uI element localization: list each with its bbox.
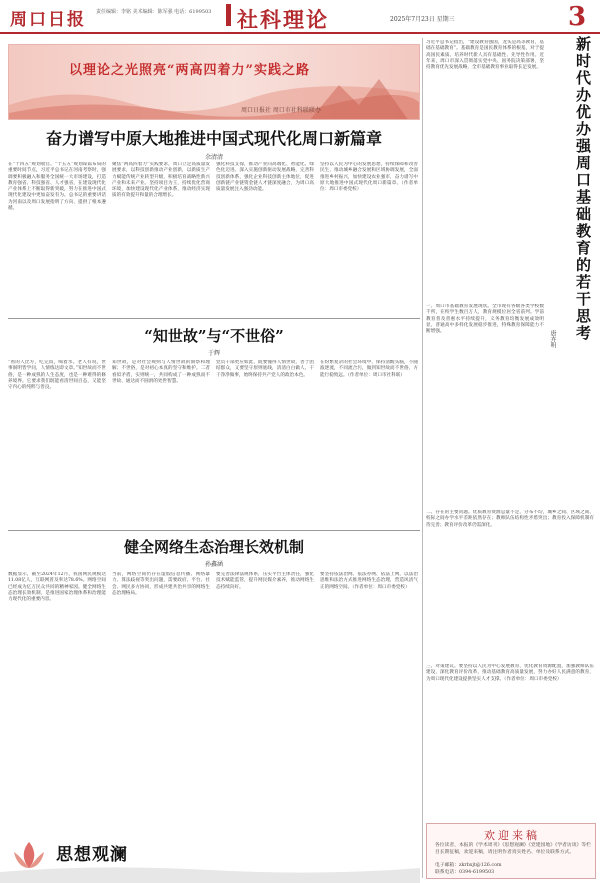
- contact-email: 电子邮箱：zkrbxjt@126.com: [435, 863, 502, 868]
- article-column: 知世故，是对社会规则与人情世故的洞察和理解；不世俗，是对初心本真的坚守和维护。二者看似矛盾，实则统一，共同构成了一种成熟而不世故、通达而不圆滑的处世智慧。: [112, 360, 210, 384]
- column-logo: 思想观澜: [56, 845, 128, 865]
- article-byline: 孙鑫涵: [204, 561, 223, 568]
- brush-stroke-decoration: [0, 860, 420, 883]
- feature-byline: 唐卉明: [549, 330, 556, 348]
- page-number: 3: [568, 2, 587, 32]
- article-headline: 奋力谱写中原大地推进中国式现代化周口新篇章: [45, 129, 382, 148]
- feature-text: 二、存在的主要问题。优质教育资源总量不足、分布不均，城乡之间、区域之间、校际之间办学水平差距依然存在；教师队伍结构性矛盾突出；教育投入保障机制有待完善；教育评价改革仍需深化。: [426, 510, 594, 528]
- article-column: 强化科技支撑，推动产业向高端化、智能化、绿色化迈进。深入实施创新驱动发展战略，完善科技创新体系，强化企业科技创新主体地位，促进创新链产业链资金链人才链深度融合，为周口高质量发展注入强劲动能。: [216, 162, 314, 193]
- banner-slogan: 以理论之光照亮“两高四着力”实践之路: [69, 63, 310, 78]
- section-marker: [226, 4, 231, 26]
- column-divider: [422, 38, 423, 878]
- article-column: “看的人比方，吃完饭，喝着水。老人有说，世事洞明皆学问，人情练达即文章。”知世故而不世俗，是一种成熟的人生态度，也是一种难得的修养境界。它要求我们既能看清世间百态，又能坚守内心的纯粹与善良。: [8, 360, 106, 391]
- article-column: 党员干部更应如此，既要懂得人情世故，善于团结群众，又要坚守原则底线，清清白白做人、干干净净做事，始终保持共产党人的政治本色。: [216, 360, 314, 378]
- article-column: 坚持以人民为中心的发展思想，持续保障和改善民生，推动城乡融合发展和区域协调发展，全面推进乡村振兴，加快建设农业强市，奋力谱写中原大地推进中国式现代化周口新篇章。（作者单位：周口市委党校）: [320, 162, 418, 193]
- section-title: 社科理论: [237, 7, 329, 32]
- feature-text: 三、对策建议。要坚持以人民为中心发展教育，优化教育资源配置，加强教师队伍建设，深化教育评价改革，推动基础教育高质量发展，努力办好人民满意的教育，为周口现代化建设提供坚实人才支撑。（作者单位：周口市委党校）: [426, 664, 594, 682]
- article-column: 聚焦“两高四着力”实践要求，周口立足高质量发展要求，以科技创新推动产业创新，以新质生产力赋能传统产业转型升级，积极培育战略性新兴产业和未来产业。坚持项目为王，持续优化营商环境，加快建设现代化产业体系，推动经济实现质的有效提升和量的合理增长。: [112, 162, 210, 199]
- divider: [8, 530, 420, 531]
- article-byline: 余清清: [204, 154, 223, 161]
- article-column: 要完善法律法规体系，压实平台主体责任，强化技术赋能监管，提升网民媒介素养，推动网络生态持续向好。: [216, 572, 314, 590]
- feature-text: 习近平总书记指出，“建设教育强国，龙头是高等教育，基础在基础教育”。基础教育是国民教育体系的根基，对于提高国民素质、培养时代新人具有基础性、先导性作用。近年来，周口市深入贯彻落实党中央、国务院决策部署，坚持教育优先发展战略，全市基础教育事业取得长足发展。: [426, 40, 544, 71]
- article-column: 在纷繁复杂的社会环境中，保持清醒头脑，不随波逐流，不同流合污，做到知世故而不世俗，方能行稳致远。（作者单位：周口市社科联）: [320, 360, 418, 378]
- editor-credits: 责任编辑：李铭 美术编辑：陈军强 电话：6199503: [96, 9, 212, 15]
- feature-text: 一、周口市基础教育发展现状。全市现有各级各类学校数千所，在校学生数百万人，教育规模位居全省前列。学前教育普及普惠水平持续提升，义务教育均衡发展成效明显，普通高中多样化发展稳步推进，特殊教育保障能力不断增强。: [426, 304, 544, 335]
- article-column: 要坚持依法治网、依法办网、依法上网，以法治思维和法治方式推进网络生态治理，营造风清气正的网络空间。（作者单位：周口市委党校）: [320, 572, 418, 590]
- newspaper-logo: 周口日报: [10, 10, 86, 30]
- banner-wave-decoration: [9, 75, 420, 120]
- article-headline: 健全网络生态治理长效机制: [123, 538, 304, 556]
- article-column: 在“十四五”规划收官、“十五五”规划谋篇布局的重要时间节点，习近平总书记在河南考察时，强调要积极融入和服务全国统一大市场建设，打造教育强省、科技强省、人才强省，在建设现代化产业体系上不断取得新突破，努力在推进中国式现代化建设中更加奋发有为。总书记的重要讲话为河南以及周口发展指明了方向、提供了根本遵循。: [8, 162, 106, 212]
- call-for-papers-box: [426, 823, 596, 879]
- call-for-papers-text: 各位读者，本报的《学术周刊》《思想观澜》《党建园地》《学者访谈》等栏目长期征稿，欢迎来稿，请注明作者真实姓名、单位及联系方式。: [435, 843, 591, 855]
- article-headline: “知世故”与“不世俗”: [144, 327, 284, 345]
- article-column: 数据显示，截至2024年12月，我国网民规模达11.08亿人，互联网普及率达78.6%。网络空间已经成为亿万民众共同的精神家园。健全网络生态治理长效机制，是推进国家治理体系和治理能力现代化的重要内容。: [8, 572, 106, 603]
- theme-banner: [8, 44, 420, 120]
- banner-credit: 周口日报社 周口市社科联联办: [241, 107, 321, 114]
- issue-date: 2025年7月23日 星期三: [390, 16, 455, 23]
- feature-title: 新时代办优办强周口基础教育的若干思考: [574, 36, 592, 342]
- article-column: 当前，网络空间仍存在虚假信息传播、网络暴力、算法歧视等突出问题，需要政府、平台、社会、网民多方协同，形成共建共治共享的网络生态治理格局。: [112, 572, 210, 596]
- article-byline: 于辉: [207, 350, 220, 357]
- divider: [8, 318, 420, 319]
- contact-phone: 联系电话：0394-6199503: [435, 870, 495, 875]
- call-for-papers-title: 欢迎来稿: [484, 829, 540, 842]
